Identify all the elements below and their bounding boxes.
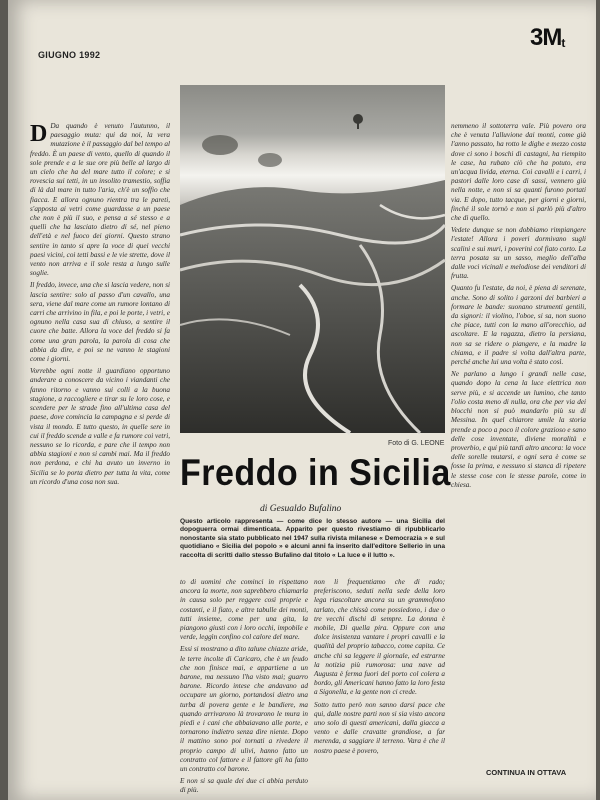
article-column-mid xyxy=(180,578,308,795)
article-column-mid-right xyxy=(314,578,445,773)
magazine-logo xyxy=(530,24,564,52)
paragraph: Vorrebbe ogni notte il guardiano opportuno anderare a conoscere da vicino i viandanti che fanno ritorno e vanno sui colli a la buona stagione, a raccogliere e tirar su le loro cose, e scendere per le strade fino all'ultima casa del paese, dove comincia la campagna e si perde di vista il mondo. E tutto questo, in quelle sere in cui il freddo scende a valle e fa rumore coi vetri, nessuno se lo ricorda, e pare che il tempo non abbia stagioni e non si cambi mai. Ma il freddo non perdona, e chi ha avuto un inverno in Sicilia se lo porta dietro per tutta la vita, come un ricordo d'una cosa non sua. xyxy=(30,367,170,486)
article-title: Freddo in Sicilia xyxy=(180,452,451,493)
paragraph: Vedete dunque se non dobbiamo rimpiangere l'estate! Allora i poveri dormivano sugli scalini e sui muri, i poverini col fiato corto. La terra posata su un sasso, meglio dell'alba dalle voci vicinali e melodiose dei venditori di frutta. xyxy=(451,226,586,281)
article-intro: Questo articolo rappresenta — come dice lo stesso autore — una Sicilia del dopoguerra ormai dimenticata. Apparito per questo rivestiamo di ripubblicarlo nonostante sia stato pubblicato nel 1947 sulla rivista milanese « Democrazia » e sul quotidiano « Sicilia del popolo » e alcuni anni fa inserito dall'editore Sellerio in una raccolta di scritti dallo stesso Bufalino dal titolo « La luce e il lutto ». xyxy=(180,518,445,559)
logo-main: 3M xyxy=(530,24,562,51)
landscape-photo xyxy=(180,85,445,433)
paragraph: to di uomini che cominci in rispettano ancora la morte, non saprebbero chiamarla in causa solo per reggere così proprie e costanti, e il fiato, e altre tabulle dei monti, tutti insieme, come per una gita, la piangono giusti con i loro occhi, impobile e verde, leggìn confino col calore del mare. xyxy=(180,578,308,642)
logo-sub: t xyxy=(561,36,565,50)
magazine-page xyxy=(8,0,596,800)
terraced-hills-image xyxy=(180,85,445,433)
paragraph: Il freddo, invece, una che si lascia vedere, non si lascia sentire: solo al passo d'un cavallo, una sera, viene dal mare come un rumore lontano di carri che arrivino in fila, e poi le porte, i vetri, e ognuno nella casa sua di chiuso, a sentire il cuore che batte. Allora la voce del freddo si fa come una gran parola, la parola di cosa che abbia da dire, e poi se ne vanno le stagioni come i giorni. xyxy=(30,281,170,364)
issue-date: GIUGNO 1992 xyxy=(38,50,101,60)
article-column-left xyxy=(30,122,170,490)
paragraph: E non si sa quale dei due ci abbia perduto di più. xyxy=(180,777,308,795)
paragraph: Ne parlano a lungo i grandi nelle case, quando dopo la cena la luce elettrica non serve più, e si accende un lumino, che tanto l'olio costa meno di nulla, ora che per via dei blocchi non si può mandarlo più su di Messina. In quel chiarore umile la storia prende a poco a poco il colore grazioso e sano delle cose inventate, diviene moralità e proverbio, e qui più tardi altro ancora: la voce delle sorelle mutarsi, e ogni sera è come se fosse la prima, e nessuno si stanca di ripetere le stesse cose con le stesse parole, come in chiesa. xyxy=(451,370,586,489)
photo-credit: Foto di G. LEONE xyxy=(388,440,445,447)
continued-note: CONTINUA IN OTTAVA xyxy=(486,768,567,777)
drop-cap: D xyxy=(30,121,48,147)
paragraph: Sotto tutto però non sanno darsi pace che qui, dalle nostre parti non si sia visto ancora uno solo di questi americani, dalla giacca a vento e dalle cravatte grandiose, a far merenda, a saggiare il terreno. Vara è che il nostro paese è povero, xyxy=(314,700,445,755)
article-author: di Gesualdo Bufalino xyxy=(260,504,342,514)
paragraph: nemmeno il sottoterra vale. Più povero ora che è venuta l'alluvione dai monti, come già l'anno passato, ha rotto le dighe e mezzo costa dove ci sono i boschi di castagni, ha riempito le case, ha rubato ciò che ha potuto, era un'acqua livida, eterna. Coi cavalli e i carri, i pastori dalle loro case di sassi, vennero giù nella notte, e non si sa quanti furono portati via. E dopo, tutto tacque, per giorni e giorni, finché il sole tornò e non si parlò più d'altro che di quello. xyxy=(451,122,586,223)
paragraph: Quanto fu l'estate, da noi, è piena di serenate, anche. Sono di solito i garzoni dei barbieri a formare le bande: suonano strumenti gentili, da signori: il violino, l'oboe, si sa, non suono che piace, tutti con la mano all'orecchio, ad ascoltare. E la ragazza, dietro la persiana, non sa se ridere o piangere, e la madre la chiama, e il padre si volta dall'altra parte, perché anche lui una volta è stato così. xyxy=(451,284,586,367)
paragraph: D Da quando è venuto l'autunno, il paesaggio muta: qui da noi, la vera mutazione è il passaggio dal bel tempo al freddo. È un paese di vento, quello di quando il sole prende e a le sue ore più belle al largo di un cielo che ha del mare tutto il colore; e si rovescia sui tetti, in un insolito tramestio, soffia di là dal mare in tutto l'aria, ch'è un soffio che fiacca. E allora ognuno rientra tra le pareti, s'apposta ai vetri come guardasse a un paese che non è più il suo, e pensa a sé stesso e a quelli che ha lasciato dietro di sé, nel pieno dell'età e nel fuoco dei giorni. Questo strano sentire in tanto si apre la voce di quei vecchi paesi vicini, coi tetti bassi e le vie strette, dove il vento non arriva e il sole resta a lungo sulle soglie. xyxy=(30,121,170,278)
paragraph: non li frequentiamo che di rado; preferiscono, seduti nella sede della loro lega riascoltare ancora su un grammofono tarlato, che chissà come possiedono, i due o tre vecchi dischi di sempre. La donna è mobile, Di quella pira. Oppure con una dolce insistenza vantare i propri cavalli e la qualità del proprio tabacco, come capita. Ce anche chi sa leggere il giornale, ed estrarne la notizia più rumorosa: una nave ad Augusta è ferma fuori del porto col colera a bordo, gli Americani hanno fatto la loro festa a Sigonella, e la gente non ci crede. xyxy=(314,578,445,697)
paragraph: Essi si mostrano a dito talune chiazze aride, le terre incolte di Caricaro, che è un feudo che non finisce mai, e appartiene a un barone, ma nessuno l'ha visto mai; guarro barone. Ricordo intese che andavano ad occupare un giorno, portandosi dietro una turba di povera gente e le bandiere, ma quando arrivarono là trovarono le mura in piedi e i cani che abbaiavano alle porte, e tornarono indietro senza dire niente. Dopo il mattino sono poi tornati a rivedere il proprio campo di ulivi, hanno fatto un contratto col fattore e il fattore gli ha fatto un contratto col barone. xyxy=(180,645,308,774)
article-column-right xyxy=(451,122,586,493)
